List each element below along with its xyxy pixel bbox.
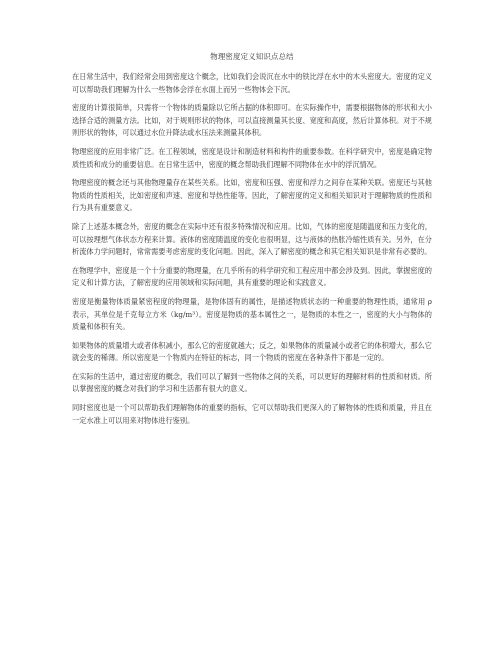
document-page — [72, 52, 432, 433]
paragraph-6: 在物理学中，密度是一个十分重要的物理量，在几乎所有的科学研究和工程应用中都会涉及到。因此，掌握密度的定义和计算方法，了解密度的应用领域和实际问题，具有重要的理论和实践意义。 — [72, 265, 432, 288]
document-title: 物理密度定义知识点总结 — [210, 52, 294, 61]
paragraph-8: 如果物体的质量增大或者体积减小，那么它的密度就越大；反之，如果物体的质量减小或者它的体积增大，那么它就会变的稀薄。所以密度是一个物质内在特征的标志，同一个物质的密度在各种条件下都是一定的。 — [72, 340, 432, 363]
paragraph-7: 密度是衡量物体质量紧密程度的物理量，是物体固有的属性，是描述物质状态的一种重要的物理性质，通常用 ρ 表示，其单位是千克每立方米（kg/m³）。密度是物质的基本属性之一，是物质的本性之一，密度的大小与物体的质量和体积有关。 — [72, 296, 432, 332]
paragraph-2: 密度的计算很简单，只需将一个物体的质量除以它所占据的体积即可。在实际操作中，需要根据物体的形状和大小选择合适的测量方法。比如，对于规则形状的物体，可以直接测量其长度、宽度和高度，然后计算体积。对于不规则形状的物体，可以通过水位升降法或水压法来测量其体积。 — [72, 103, 432, 138]
paragraph-10: 同时密度也是一个可以帮助我们理解物体的重要的指标，它可以帮助我们更深入的了解物体的性质和质量，并且在一定水准上可以用来对物体进行鉴别。 — [72, 403, 432, 425]
paragraph-9: 在实际的生活中，通过密度的概念，我们可以了解到一些物体之间的关系，可以更好的理解材料的性质和材质。所以掌握密度的概念对我们的学习和生活都有很大的意义。 — [72, 371, 432, 394]
paragraph-3: 物理密度的应用非常广泛。在工程领域，密度是设计和制造材料和构件的重要参数。在科学研究中，密度是确定物质性质和成分的重要信息。在日常生活中，密度的概念帮助我们理解不同物体在水中的浮沉情况。 — [72, 146, 432, 169]
paragraph-5: 除了上述基本概念外，密度的概念在实际中还有很多特殊情况和应用。比如，气体的密度是随温度和压力变化的，可以按理想气体状态方程来计算。液体的密度随温度的变化也很明显，这与液体的热胀冷缩性质有关。另外，在分析流体力学问题时，常常需要考虑密度的变化问题。因此，深入了解密度的概念和其它相关知识是非常有必要的。 — [72, 221, 432, 257]
paragraph-4: 物理密度的概念还与其他物理量存在某些关系。比如，密度和压强、密度和浮力之间存在某种关联。密度还与其他物质的性质相关，比如密度和声速、密度和导热性能等。因此，了解密度的定义和相关知识对于理解物质的性质和行为具有重要意义。 — [72, 178, 432, 213]
paragraph-1: 在日常生活中，我们经常会用到密度这个概念，比如我们会说沉在水中的铁比浮在水中的木头密度大。密度的定义可以帮助我们理解为什么一些物体会浮在水面上而另一些物体会下沉。 — [72, 72, 432, 94]
